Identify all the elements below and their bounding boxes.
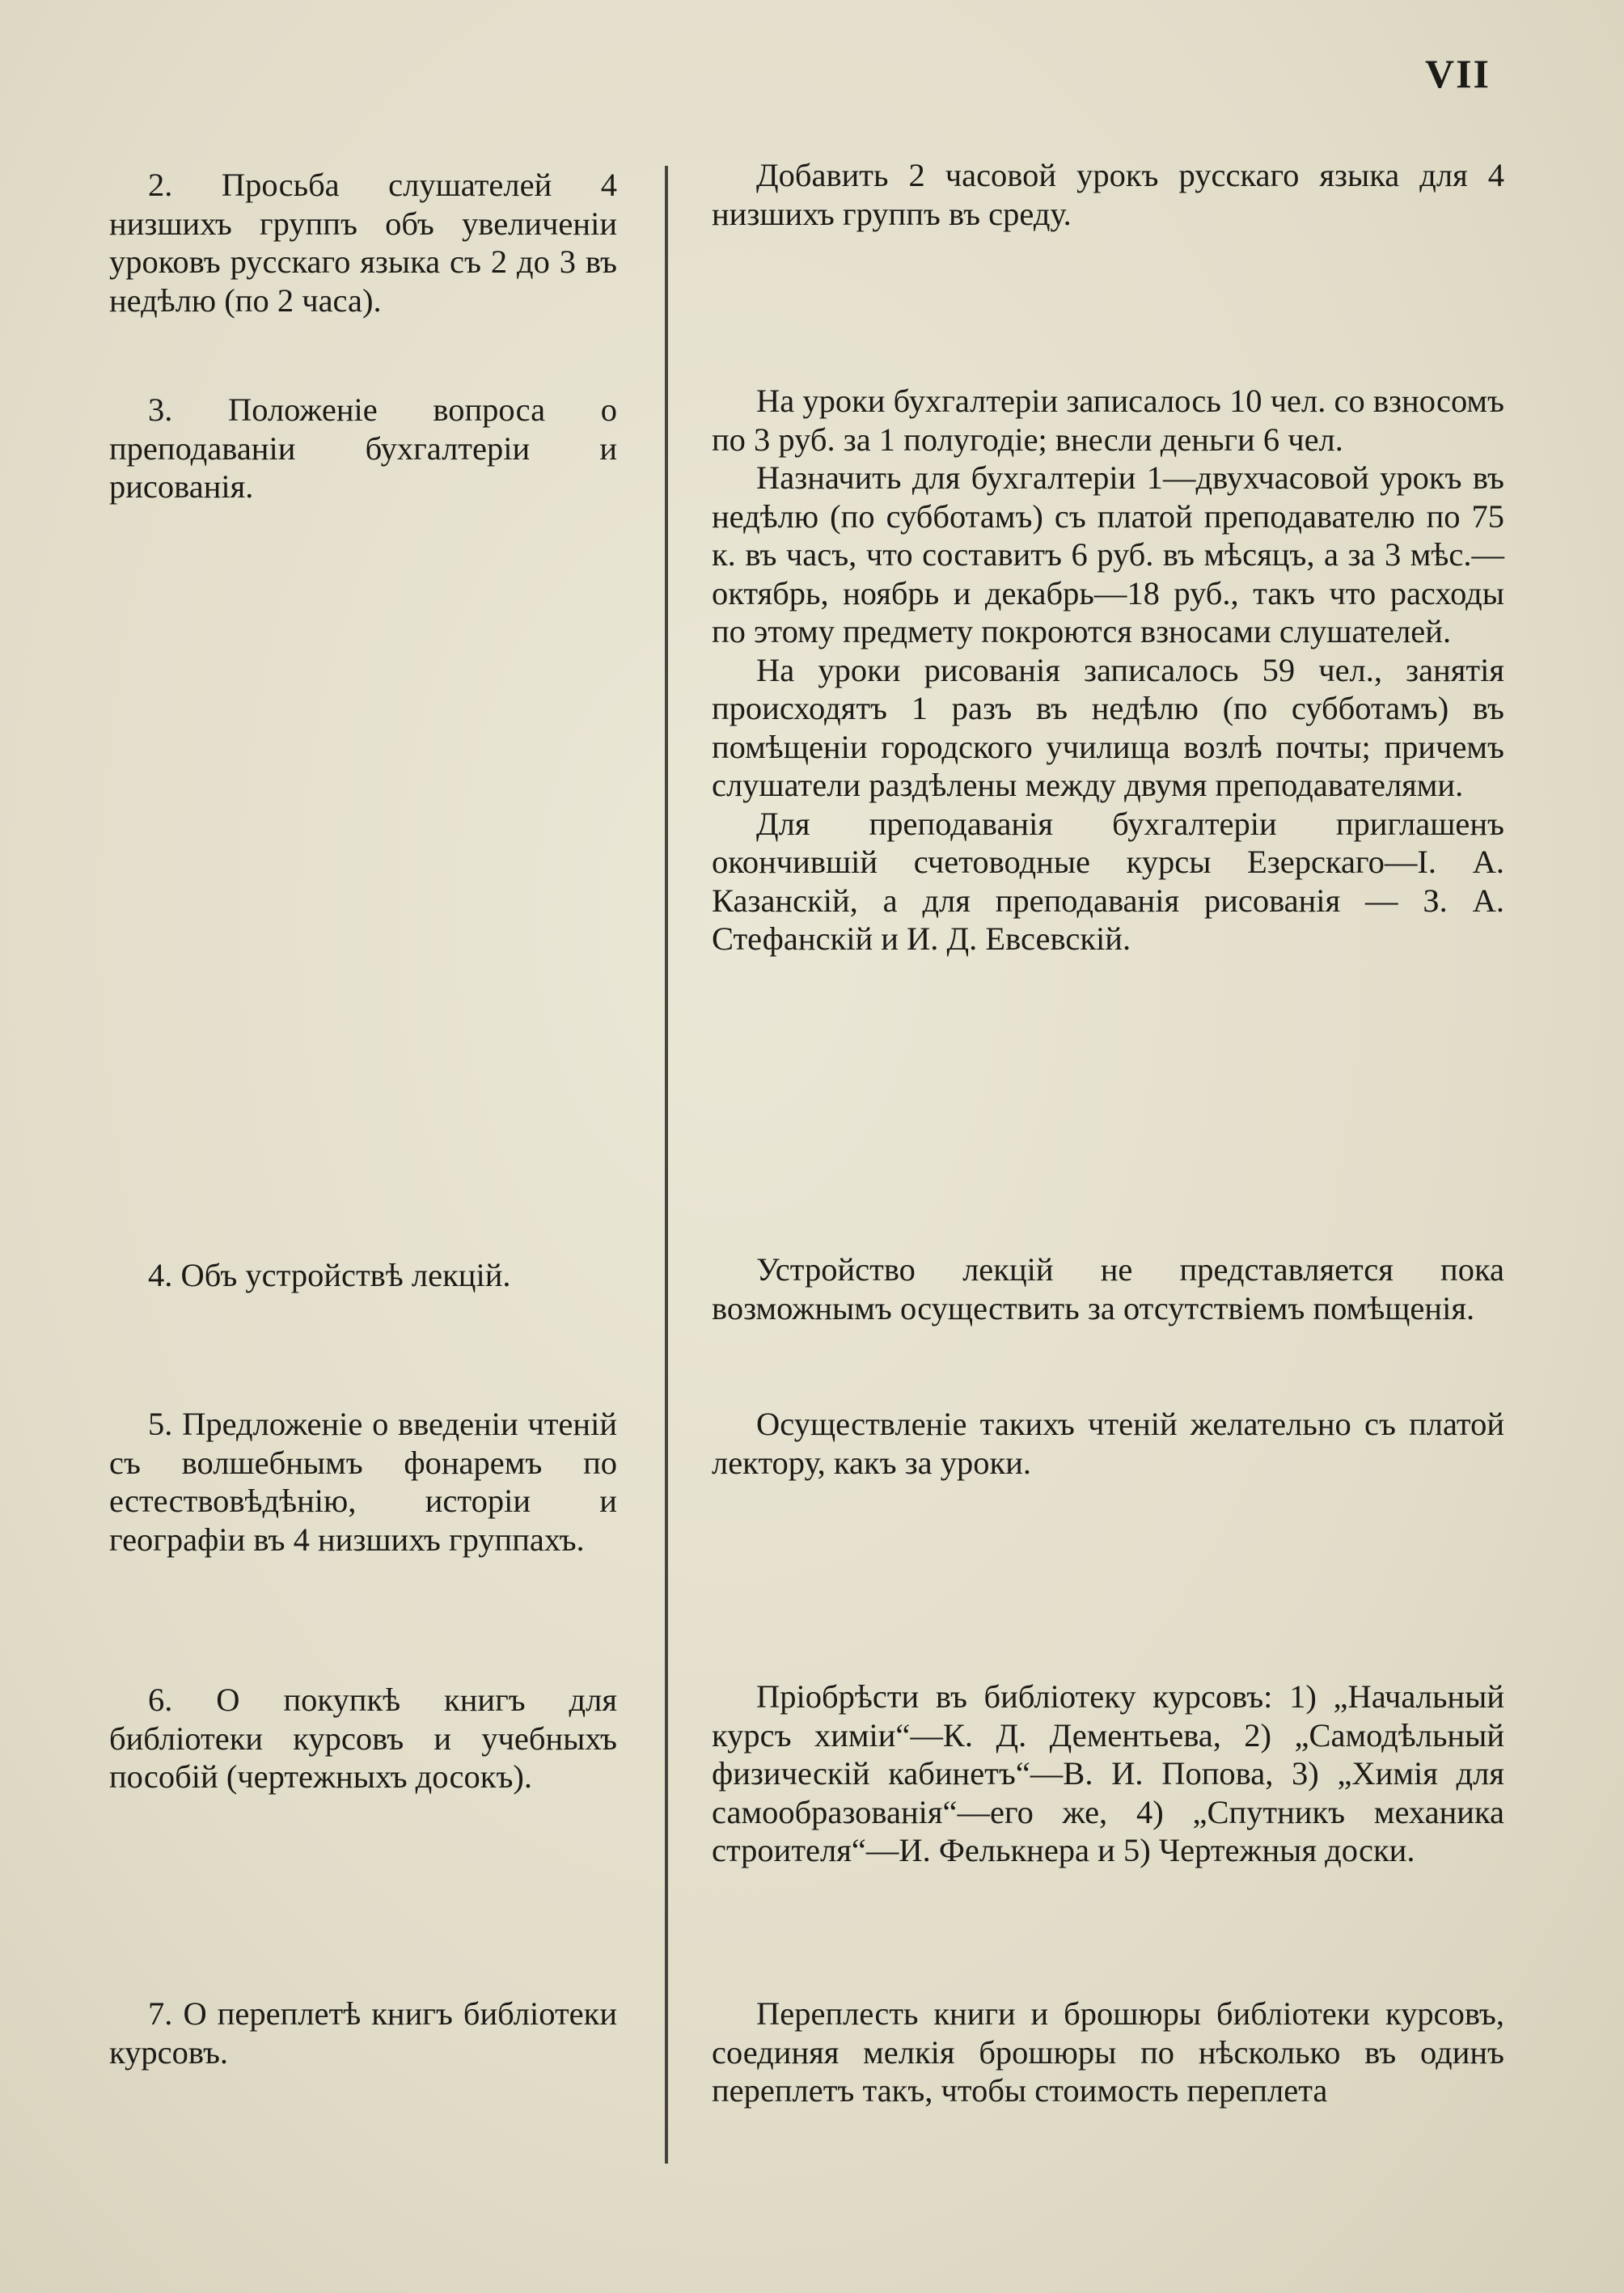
item-6-resolution-paragraph: Пріобрѣсти въ библіотеку курсовъ: 1) „Начальный курсъ химіи“—К. Д. Дементьева, 2) „Самодѣльный физическій кабинетъ“—В. И. Попова, 3) „Химія для самообразованія“—его же, 4) „Спутникъ механика строителя“—И. Фелькнера и 5) Чертежныя доски. bbox=[712, 1678, 1504, 1868]
item-6-question: 6. О покупкѣ книгъ для библіотеки курсовъ и учебныхъ пособій (чертежныхъ досокъ). bbox=[109, 1682, 617, 1795]
item-5-question: 5. Предложеніе о введеніи чтеній съ волшебнымъ фонаремъ по естествовѣдѣнію, исторіи и географіи въ 4 низшихъ группахъ. bbox=[109, 1406, 617, 1558]
item-2-resolution-paragraph: Добавить 2 часовой урокъ русскаго языка для 4 низшихъ группъ въ среду. bbox=[712, 157, 1504, 232]
item-2-question: 2. Просьба слушателей 4 низшихъ группъ объ увеличеніи уроковъ русскаго языка съ 2 до 3 въ недѣлю (по 2 часа). bbox=[109, 167, 617, 319]
item-3-resolution-paragraph-4: Для преподаванія бухгалтеріи приглашенъ окончившій счетоводные курсы Езерскаго—І. А. Казанскій, а для преподаванія рисованія — З. А. Стефанскій и И. Д. Евсевскій. bbox=[712, 805, 1504, 957]
item-5-resolution bbox=[712, 1405, 1504, 1482]
item-3-resolution-paragraph-1: На уроки бухгалтеріи записалось 10 чел. со взносомъ по 3 руб. за 1 полугодіе; внесли деньги 6 чел. bbox=[712, 383, 1504, 458]
item-6-resolution bbox=[712, 1677, 1504, 1870]
item-7-resolution bbox=[712, 1995, 1504, 2110]
item-5-resolution-paragraph: Осуществленіе такихъ чтеній желательно съ платой лектору, какъ за уроки. bbox=[712, 1406, 1504, 1481]
item-7-resolution-paragraph: Переплесть книги и брошюры библіотеки курсовъ, соединяя мелкія брошюры по нѣсколько въ одинъ переплетъ такъ, чтобы стоимость переплета bbox=[712, 1995, 1504, 2109]
item-7-question: 7. О переплетѣ книгъ библіотеки курсовъ. bbox=[109, 1995, 617, 2071]
item-4-resolution-paragraph: Устройство лекцій не представляется пока возможнымъ осуществить за отсутствіемъ помѣщенія. bbox=[712, 1251, 1504, 1326]
item-4-resolution bbox=[712, 1250, 1504, 1327]
item-4-question: 4. Объ устройствѣ лекцій. bbox=[148, 1257, 511, 1293]
item-3-question: 3. Положеніе вопроса о преподаваніи бухгалтеріи и рисованія. bbox=[109, 391, 617, 505]
item-3-resolution bbox=[712, 382, 1504, 958]
page-number: VII bbox=[1424, 51, 1491, 96]
item-3-resolution-paragraph-3: На уроки рисованія записалось 59 чел., занятія происходятъ 1 разъ въ недѣлю (по субботамъ) въ помѣщеніи городского училища возлѣ почты; причемъ слушатели раздѣлены между двумя преподавателями. bbox=[712, 651, 1504, 803]
item-3-resolution-paragraph-2: Назначить для бухгалтеріи 1—двухчасовой урокъ въ недѣлю (по субботамъ) съ платой преподавателю по 75 к. въ часъ, что составитъ 6 руб. въ мѣсяцъ, а за 3 мѣс.—октябрь, ноябрь и декабрь—18 руб., такъ что расходы по этому предмету покроются взносами слушателей. bbox=[712, 459, 1504, 649]
item-2-resolution bbox=[712, 156, 1504, 233]
column-divider bbox=[665, 166, 668, 2164]
